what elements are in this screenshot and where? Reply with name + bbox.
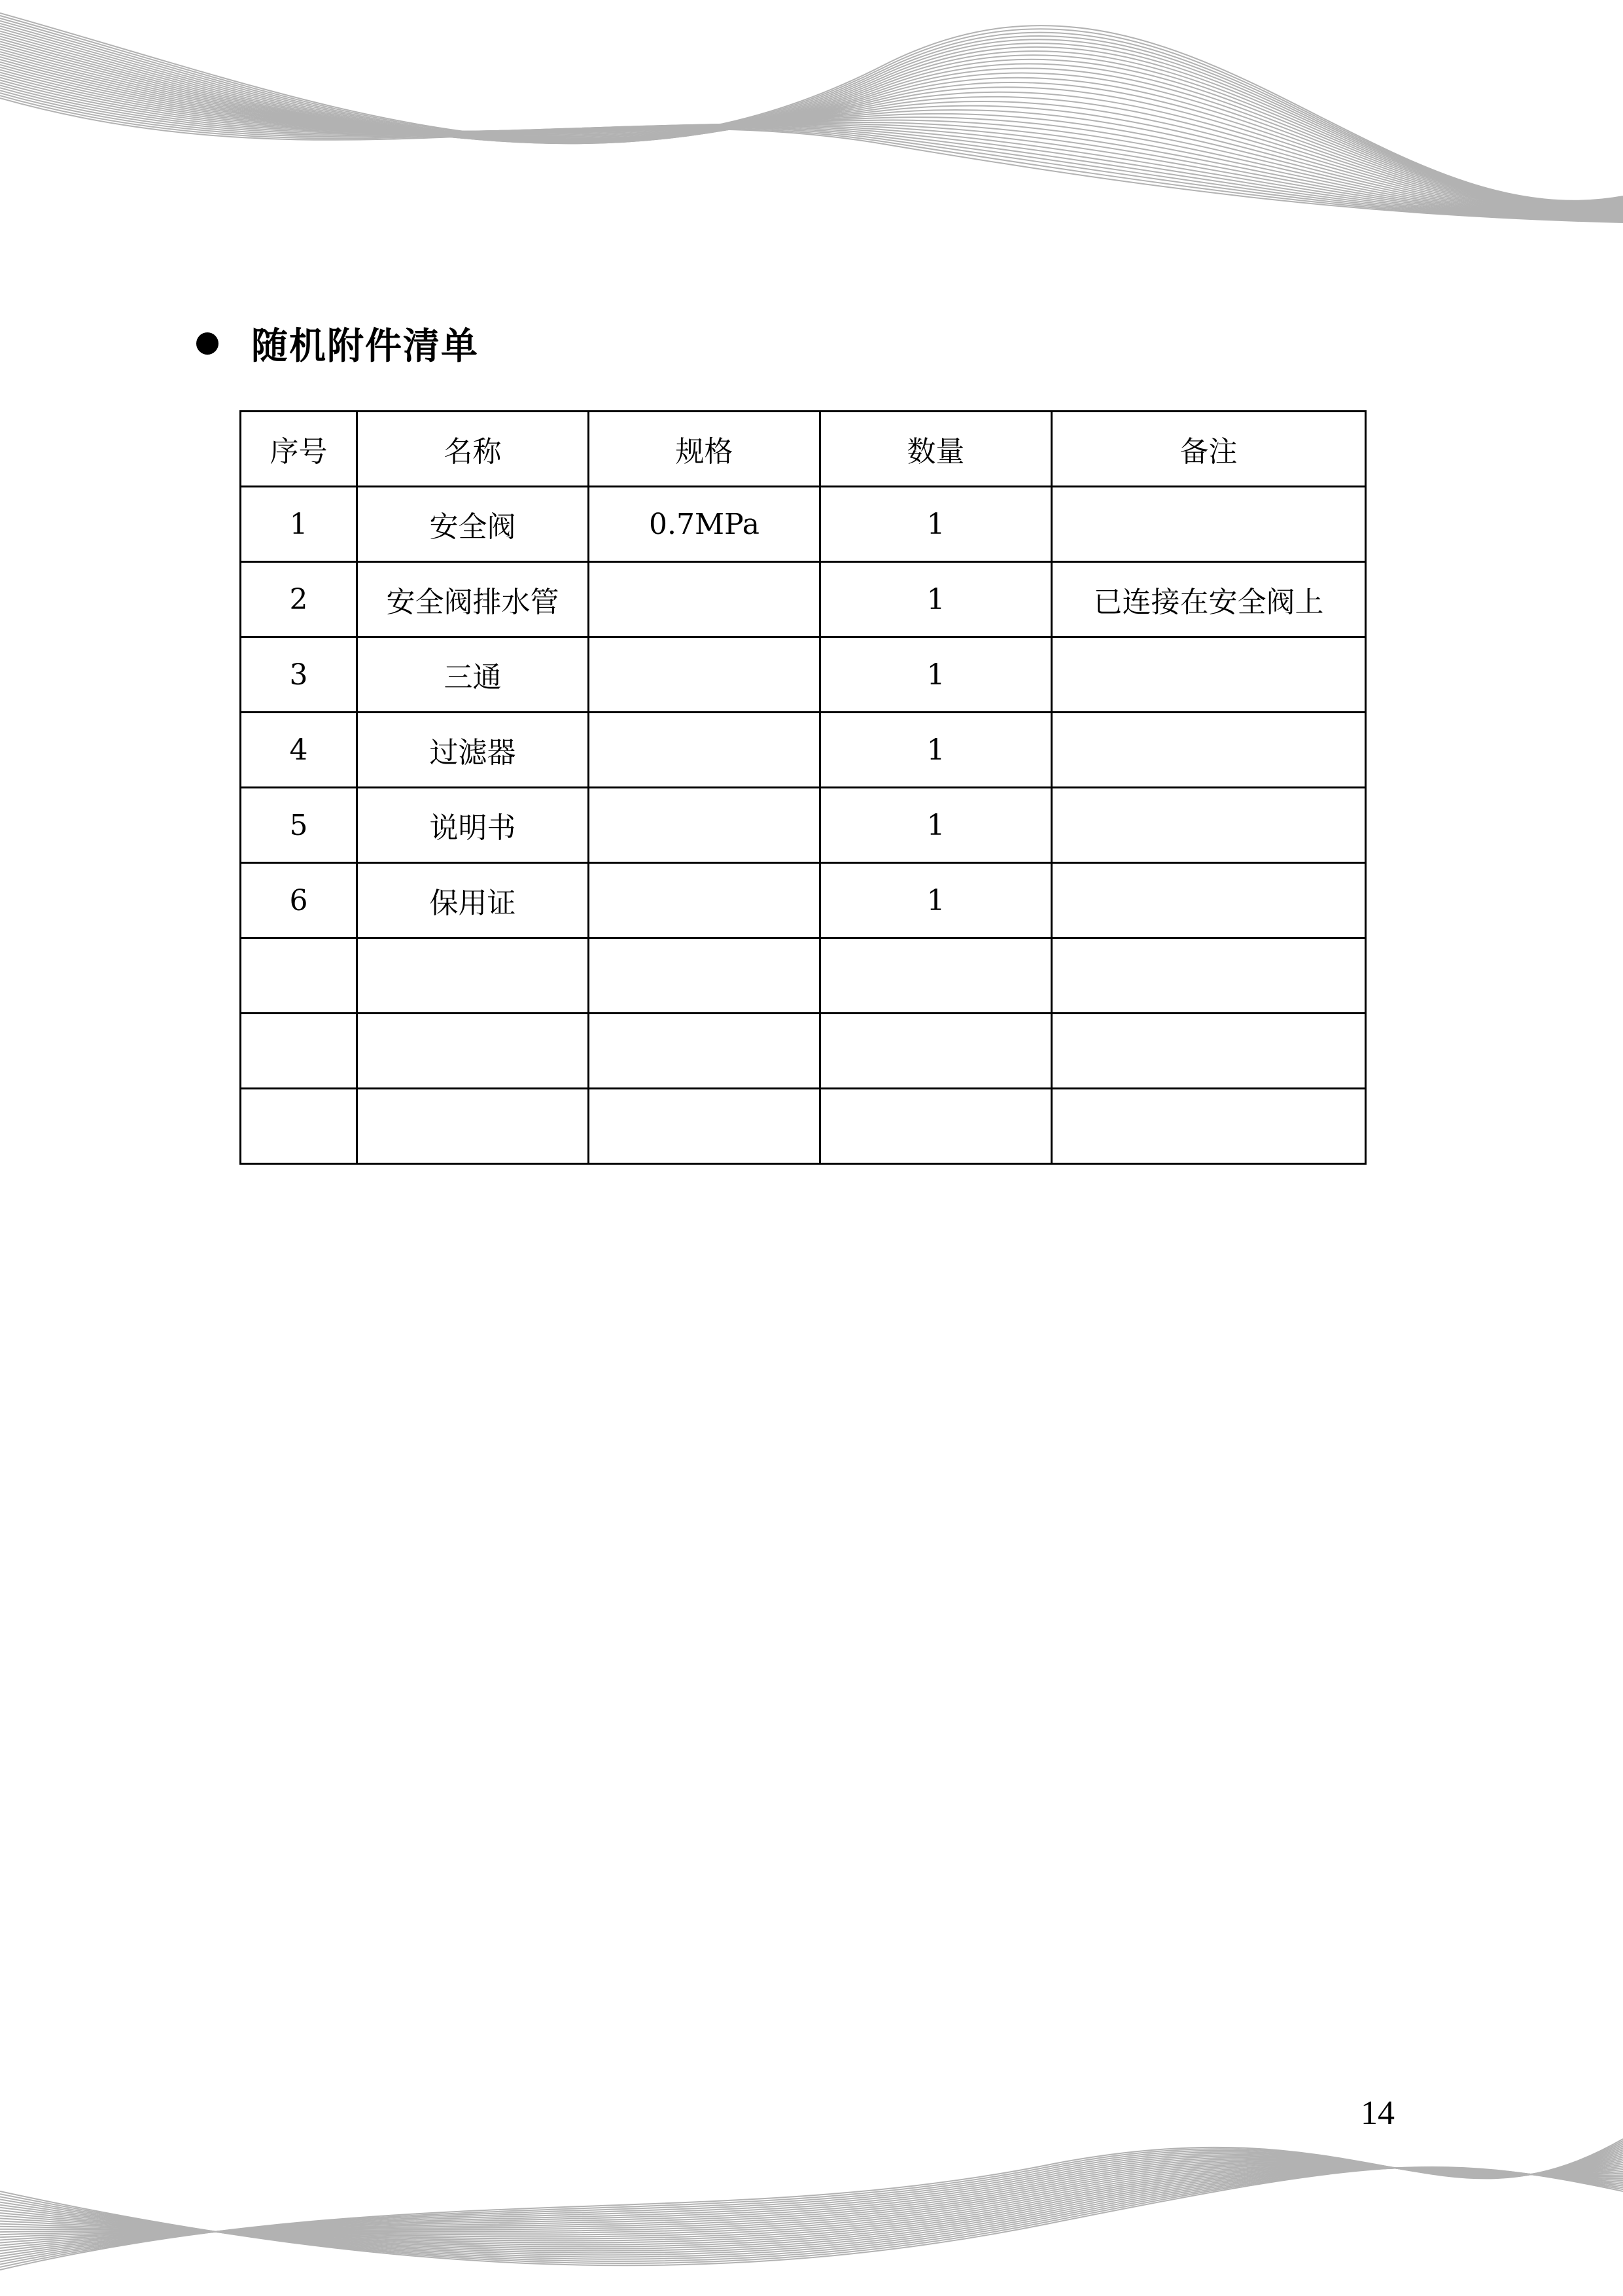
cell-serial-number: 1 (241, 487, 357, 562)
cell-remarks (1052, 863, 1366, 938)
wave-line (0, 2168, 1623, 2257)
wave-line (0, 2157, 1623, 2243)
wave-line (0, 2167, 1623, 2263)
cell-specification (589, 788, 820, 863)
wave-line (0, 65, 1623, 213)
cell-specification (589, 863, 820, 938)
section-heading (196, 314, 479, 373)
cell-remarks (1052, 1014, 1366, 1089)
header-name: 名称 (357, 412, 589, 487)
cell-remarks (1052, 637, 1366, 713)
wave-line (0, 2168, 1623, 2245)
cell-remarks (1052, 788, 1366, 863)
wave-line (0, 93, 1623, 221)
wave-line (0, 75, 1623, 216)
wave-line (0, 49, 1623, 209)
wave-line (0, 70, 1623, 215)
cell-remarks (1052, 1089, 1366, 1164)
cell-serial-number (241, 1014, 357, 1089)
wave-line (0, 2163, 1623, 2234)
wave-line (0, 2168, 1623, 2253)
header-serial-number: 序号 (241, 412, 357, 487)
cell-name: 安全阀排水管 (357, 562, 589, 637)
wave-line (0, 2148, 1623, 2257)
cell-serial-number: 6 (241, 863, 357, 938)
bullet-icon (196, 332, 218, 355)
cell-quantity (820, 938, 1052, 1014)
table-row (241, 637, 1366, 713)
cell-remarks (1052, 713, 1366, 788)
wave-line (0, 37, 1623, 207)
table-row (241, 713, 1366, 788)
top-wave-decoration (0, 0, 1623, 288)
table-row (241, 562, 1366, 637)
cell-serial-number: 2 (241, 562, 357, 637)
wave-line (0, 2144, 1623, 2261)
wave-line (0, 96, 1623, 222)
wave-line (0, 2164, 1623, 2235)
cell-quantity: 1 (820, 487, 1052, 562)
cell-quantity (820, 1014, 1052, 1089)
table-row (241, 487, 1366, 562)
cell-name: 保用证 (357, 863, 589, 938)
wave-line (0, 82, 1623, 217)
header-quantity: 数量 (820, 412, 1052, 487)
cell-specification (589, 938, 820, 1014)
cell-remarks: 已连接在安全阀上 (1052, 562, 1366, 637)
wave-line (0, 2139, 1623, 2270)
cell-serial-number: 4 (241, 713, 357, 788)
wave-line (0, 29, 1623, 205)
table-row (241, 938, 1366, 1014)
cell-quantity: 1 (820, 788, 1052, 863)
wave-line (0, 67, 1623, 214)
wave-line (0, 2167, 1623, 2265)
wave-line (0, 2151, 1623, 2251)
cell-quantity: 1 (820, 562, 1052, 637)
wave-line (0, 2168, 1623, 2259)
wave-line (0, 21, 1623, 203)
cell-specification: 0.7MPa (589, 487, 820, 562)
section-title: 随机附件清单 (251, 325, 479, 368)
wave-line (0, 80, 1623, 217)
cell-specification (589, 1089, 820, 1164)
wave-line (0, 41, 1623, 207)
accessories-table (239, 410, 1367, 1165)
wave-line (0, 98, 1623, 222)
wave-line (0, 85, 1623, 219)
wave-line (0, 2161, 1623, 2237)
cell-name: 安全阀 (357, 487, 589, 562)
cell-serial-number (241, 1089, 357, 1164)
wave-line (0, 2168, 1623, 2249)
cell-name (357, 1089, 589, 1164)
cell-name: 过滤器 (357, 713, 589, 788)
cell-specification (589, 562, 820, 637)
wave-line (0, 44, 1623, 208)
wave-line (0, 60, 1623, 212)
wave-line (0, 62, 1623, 213)
wave-line (0, 2143, 1623, 2265)
table-row (241, 1089, 1366, 1164)
header-specification: 规格 (589, 412, 820, 487)
cell-serial-number: 3 (241, 637, 357, 713)
wave-line (0, 46, 1623, 209)
wave-line (0, 90, 1623, 220)
cell-name: 三通 (357, 637, 589, 713)
wave-line (0, 2168, 1623, 2247)
wave-line (0, 2168, 1623, 2261)
cell-quantity (820, 1089, 1052, 1164)
cell-specification (589, 713, 820, 788)
cell-serial-number (241, 938, 357, 1014)
wave-line (0, 2166, 1623, 2239)
wave-line (0, 2150, 1623, 2254)
wave-line (0, 39, 1623, 207)
wave-line (0, 57, 1623, 211)
table-row (241, 788, 1366, 863)
wave-line (0, 13, 1623, 201)
cell-specification (589, 1014, 820, 1089)
cell-quantity: 1 (820, 863, 1052, 938)
cell-specification (589, 637, 820, 713)
wave-line (0, 52, 1623, 210)
wave-line (0, 2141, 1623, 2267)
wave-line (0, 2167, 1623, 2243)
wave-line (0, 2166, 1623, 2237)
wave-line (0, 73, 1623, 215)
cell-remarks (1052, 938, 1366, 1014)
table-header-row (241, 412, 1366, 487)
wave-line (0, 2168, 1623, 2251)
cell-remarks (1052, 487, 1366, 562)
wave-line (0, 78, 1623, 217)
cell-quantity: 1 (820, 713, 1052, 788)
cell-name (357, 1014, 589, 1089)
wave-line (0, 31, 1623, 205)
cell-name (357, 938, 589, 1014)
wave-line (0, 2146, 1623, 2259)
wave-line (0, 2153, 1623, 2248)
cell-serial-number: 5 (241, 788, 357, 863)
wave-line (0, 2166, 1623, 2240)
table-row (241, 1014, 1366, 1089)
page-number: 14 (1361, 2094, 1395, 2132)
header-remarks: 备注 (1052, 412, 1366, 487)
wave-line (0, 54, 1623, 211)
wave-line (0, 18, 1623, 202)
wave-line (0, 2155, 1623, 2246)
wave-line (0, 2168, 1623, 2255)
table-row (241, 863, 1366, 938)
wave-line (0, 24, 1623, 203)
cell-quantity: 1 (820, 637, 1052, 713)
wave-line (0, 16, 1623, 202)
wave-line (0, 88, 1623, 219)
wave-line (0, 2159, 1623, 2240)
wave-line (0, 34, 1623, 206)
wave-line (0, 26, 1623, 204)
cell-name: 说明书 (357, 788, 589, 863)
